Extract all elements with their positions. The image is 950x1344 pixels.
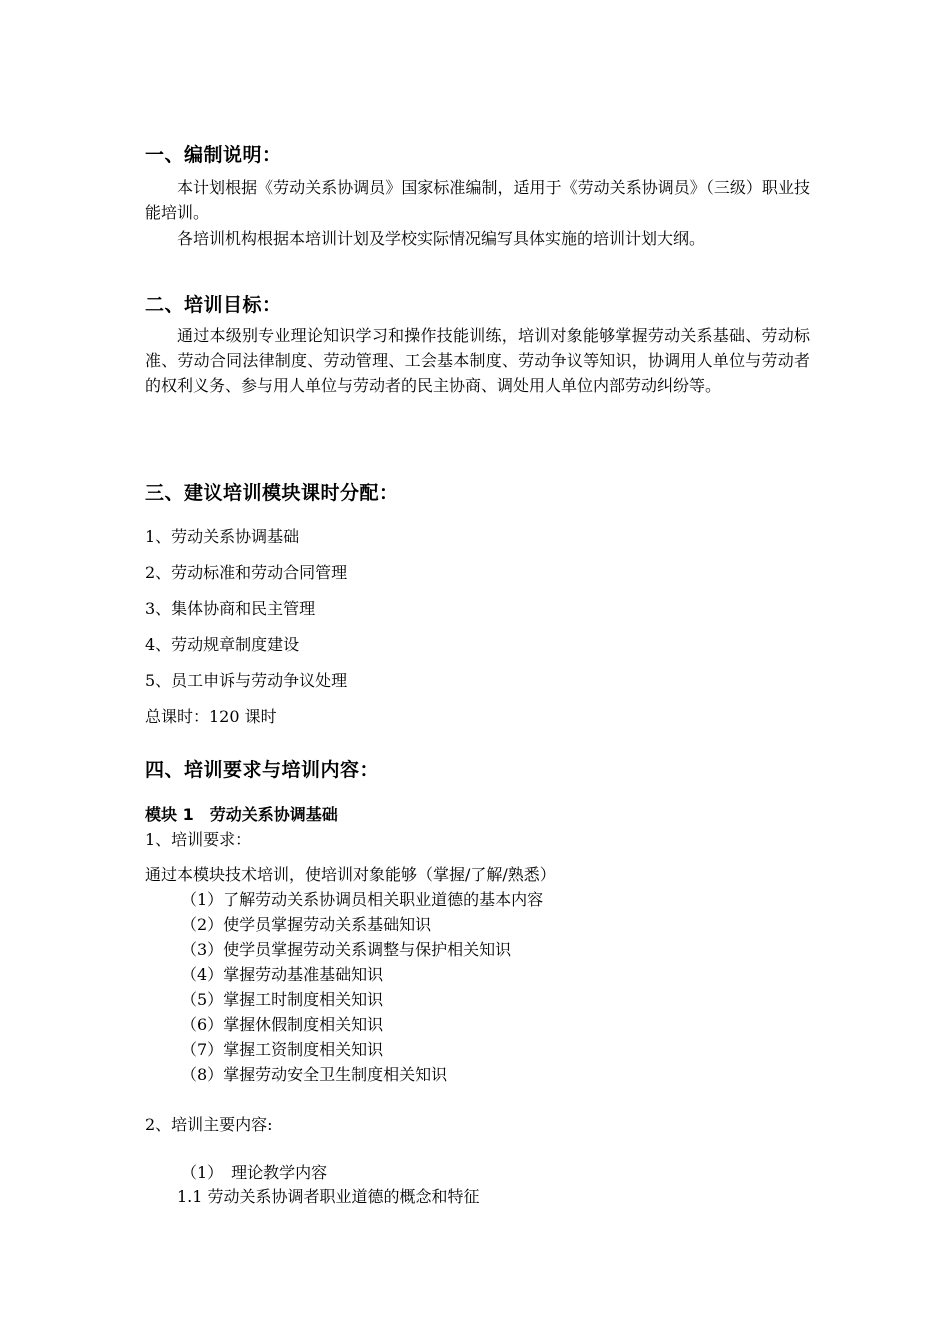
requirement-item: （5）掌握工时制度相关知识 [181, 990, 384, 1009]
theory-item: 1.1 劳动关系协调者职业道德的概念和特征 [177, 1187, 480, 1206]
module-list-item: 1、劳动关系协调基础 [145, 527, 300, 546]
module-list-item: 4、劳动规章制度建设 [145, 635, 300, 654]
requirement-item: （7）掌握工资制度相关知识 [181, 1040, 384, 1059]
section-2-paragraph-1: 通过本级别专业理论知识学习和操作技能训练，培训对象能够掌握劳动关系基础、劳动标准、劳动合同法律制度、劳动管理、工会基本制度、劳动争议等知识，协调用人单位与劳动者的权利义务、参与用人单位与劳动者的民主协商、调处用人单位内部劳动纠纷等。 [145, 326, 810, 395]
requirement-item: （6）掌握休假制度相关知识 [181, 1015, 384, 1034]
requirement-item: （1）了解劳动关系协调员相关职业道德的基本内容 [181, 890, 544, 909]
module-list-item: 2、劳动标准和劳动合同管理 [145, 563, 348, 582]
section-1-paragraph-1: 本计划根据《劳动关系协调员》国家标准编制，适用于《劳动关系协调员》（三级）职业技能培训。 [145, 178, 810, 222]
module-list-item: 5、员工申诉与劳动争议处理 [145, 671, 348, 690]
section-1-heading: 一、编制说明： [145, 144, 282, 166]
section-4-heading: 四、培训要求与培训内容： [145, 759, 380, 781]
requirement-item: （2）使学员掌握劳动关系基础知识 [181, 915, 432, 934]
section-2-heading: 二、培训目标： [145, 294, 282, 316]
theory-teaching-label: （1） 理论教学内容 [181, 1163, 328, 1182]
requirement-item: （3）使学员掌握劳动关系调整与保护相关知识 [181, 940, 512, 959]
section-1-paragraph-2: 各培训机构根据本培训计划及学校实际情况编写具体实施的培训计划大纲。 [177, 229, 706, 248]
requirement-item: （4）掌握劳动基准基础知识 [181, 965, 384, 984]
section-3-heading: 三、建议培训模块课时分配： [145, 482, 399, 504]
training-requirements-intro: 通过本模块技术培训，使培训对象能够（掌握/了解/熟悉） [145, 865, 556, 884]
total-hours: 总课时：120 课时 [145, 707, 277, 726]
module-list-item: 3、集体协商和民主管理 [145, 599, 316, 618]
requirement-item: （8）掌握劳动安全卫生制度相关知识 [181, 1065, 448, 1084]
module-1-title: 模块 1 劳动关系协调基础 [145, 805, 338, 824]
training-content-label: 2、培训主要内容: [145, 1115, 273, 1134]
training-requirements-label: 1、培训要求： [145, 830, 252, 849]
